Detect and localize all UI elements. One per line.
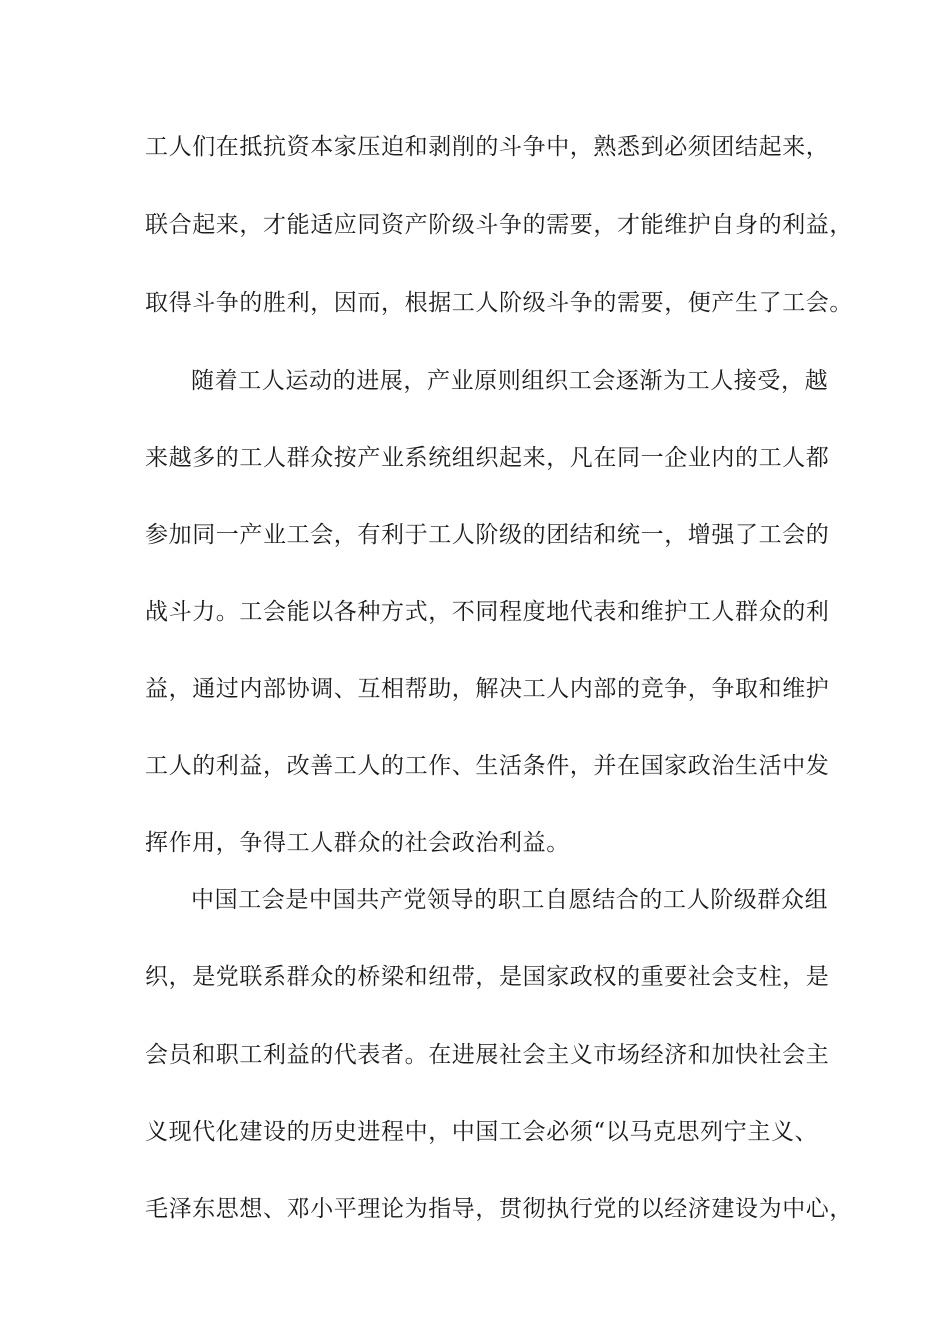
text-line: 工人们在抵抗资本家压迫和剥削的斗争中，熟悉到必须团结起来， [145,134,830,160]
paragraph-first-line: 随着工人运动的进展，产业原则组织工会逐渐为工人接受，越 [191,368,829,394]
text-line: 织，是党联系群众的桥梁和纽带，是国家政权的重要社会支柱，是 [145,964,830,990]
text-line: 来越多的工人群众按产业系统组织起来，凡在同一企业内的工人都 [145,445,830,471]
text-line: 联合起来，才能适应同资产阶级斗争的需要，才能维护自身的利益， [145,212,853,238]
text-line: 参加同一产业工会，有利于工人阶级的团结和统一，增强了工会的 [145,522,830,548]
text-line: 益，通过内部协调、互相帮助，解决工人内部的竞争，争取和维护 [145,676,830,702]
text-line: 毛泽东思想、邓小平理论为指导，贯彻执行党的以经济建设为中心， [145,1196,853,1222]
text-line: 挥作用，争得工人群众的社会政治利益。 [145,830,570,856]
text-line: 会员和职工利益的代表者。在进展社会主义市场经济和加快社会主 [145,1042,830,1068]
text-line: 取得斗争的胜利，因而，根据工人阶级斗争的需要，便产生了工会。 [145,290,853,316]
text-line: 义现代化建设的历史进程中，中国工会必须“以马克思列宁主义、 [145,1119,819,1145]
text-line: 战斗力。工会能以各种方式，不同程度地代表和维护工人群众的利 [145,599,830,625]
text-line: 工人的利益，改善工人的工作、生活条件，并在国家政治生活中发 [145,753,830,779]
paragraph-first-line: 中国工会是中国共产党领导的职工自愿结合的工人阶级群众组 [191,887,829,913]
